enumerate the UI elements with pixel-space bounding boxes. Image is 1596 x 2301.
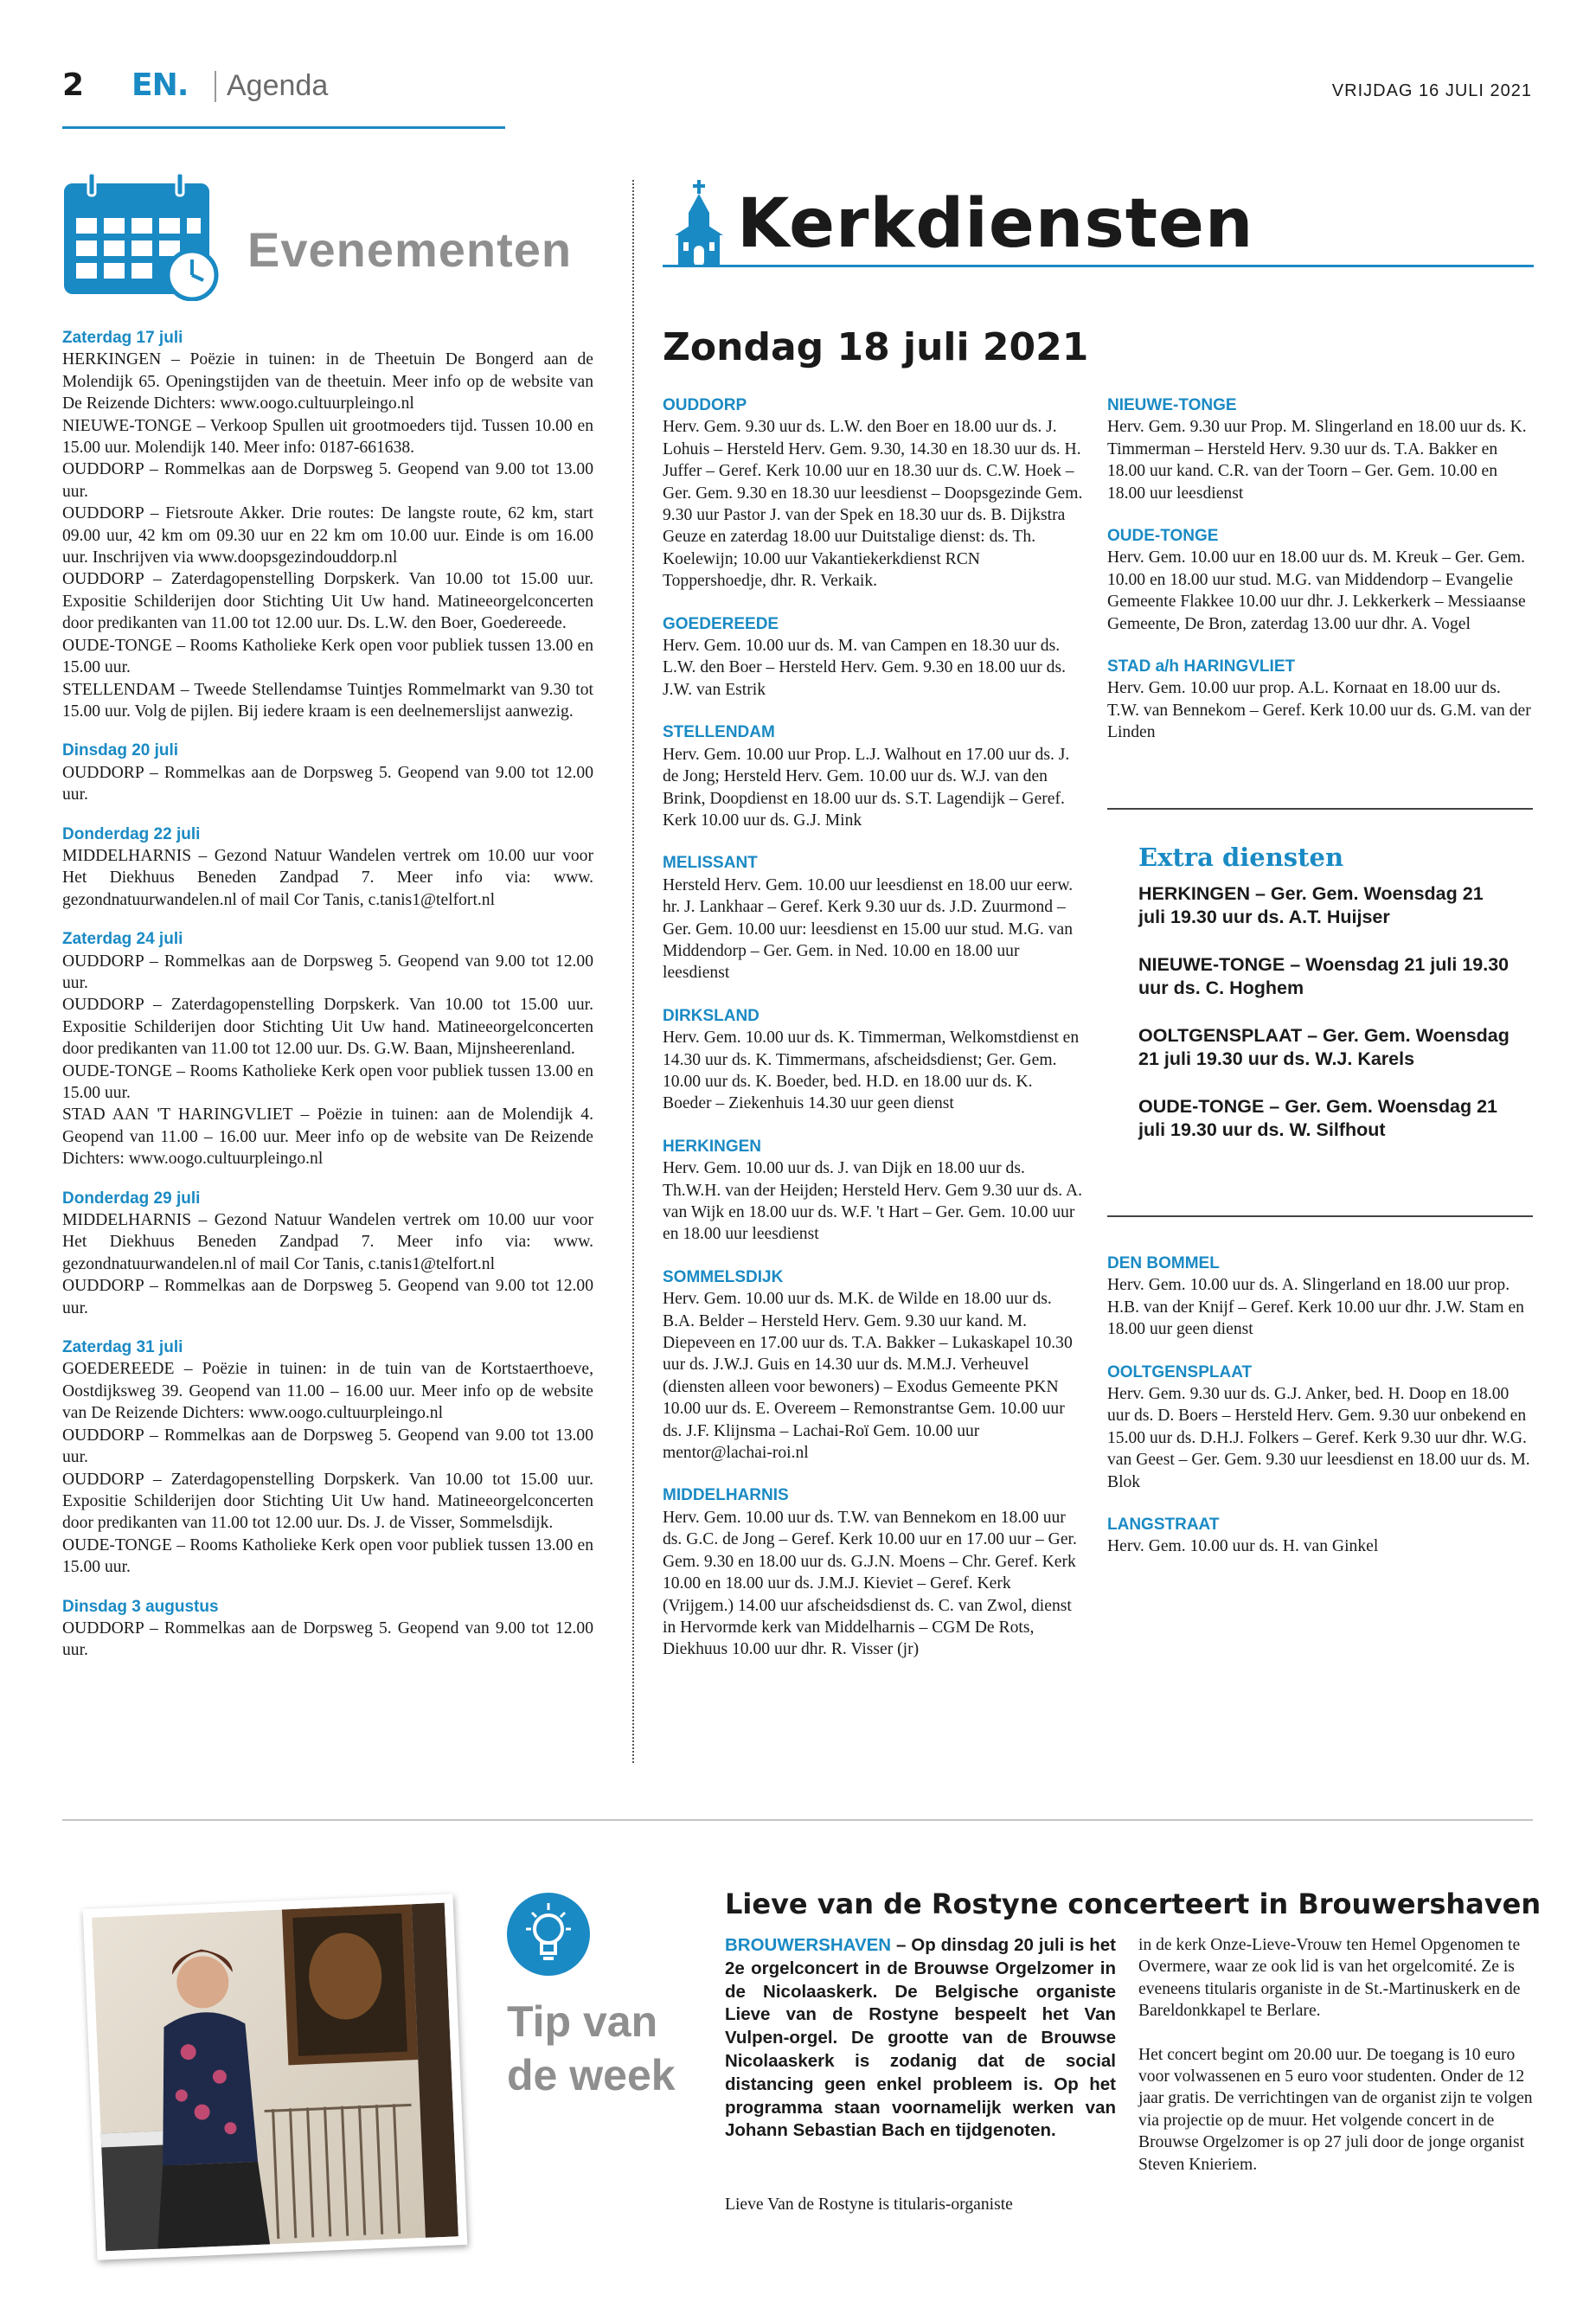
service-place-heading: STAD a/h HARINGVLIET [1107, 657, 1296, 676]
service-place-heading: SOMMELSDIJK [663, 1267, 784, 1286]
event-day-heading: Zaterdag 31 juli [62, 1338, 183, 1357]
event-day-heading: Donderdag 29 juli [62, 1189, 201, 1208]
service-place-heading: DEN BOMMEL [1107, 1254, 1220, 1272]
event-item: MIDDELHARNIS – Gezond Natuur Wandelen vertrek om 10.00 uur voor Het Diekhuus Beneden Zandpad 7. Meer info via: www. gezondnatuurwandelen.nl of mail Cor Tanis, c.tanis1@telfort.nl [62, 1211, 593, 1273]
event-item: OUDDORP – Rommelkas aan de Dorpsweg 5. Geopend van 9.00 tot 12.00 uur. [62, 952, 593, 992]
church-icon [671, 178, 727, 268]
event-day-heading: Zaterdag 17 juli [62, 329, 183, 347]
event-item: OUDE-TONGE – Rooms Katholieke Kerk open voor publiek tussen 13.00 en 15.00 uur. [62, 636, 593, 677]
event-day-heading: Donderdag 22 juli [62, 824, 201, 843]
service-place-heading: STELLENDAM [663, 723, 775, 742]
service-details: Herv. Gem. 9.30 uur ds. G.J. Anker, bed. H. Doop en 18.00 uur ds. D. Boers – Hersteld Herv. Gem. 9.30 uur onbekend en 15.00 uur ds. D.H.J. Folkers – Geref. Kerk 9.30 uur dhr. W.G. van Geest – Ger. Gem. 9.30 uur leesdienst en 18.00 uur ds. M. Blok [1107, 1385, 1530, 1491]
header-rule [62, 126, 505, 129]
article-lead-text: – Op dinsdag 20 juli is het 2e orgelconcert in de Brouwse Orgelzomer in de Nicolaaskerk. De Belgische organiste Lieve van de Rostyne bespeelt het Van Vulpen-orgel. De grootte van de Brouwse Nicolaaskerk is zodanig dat de social distancing geen enkel probleem is. Op het programma staan voornamelijk werken van Johann Sebastian Bach en tijdgenoten. [725, 1935, 1116, 2141]
event-item: OUDE-TONGE – Rooms Katholieke Kerk open voor publiek tussen 13.00 en 15.00 uur. [62, 1061, 593, 1102]
event-item: MIDDELHARNIS – Gezond Natuur Wandelen vertrek om 10.00 uur voor Het Diekhuus Beneden Zandpad 7. Meer info via: www. gezondnatuurwandelen.nl of mail Cor Tanis, c.tanis1@telfort.nl [62, 846, 593, 909]
service-place-heading: LANGSTRAAT [1107, 1516, 1220, 1535]
extra-services-bottom-rule [1107, 1215, 1533, 1217]
service-place-heading: GOEDEREEDE [663, 614, 779, 633]
event-item: OUDDORP – Rommelkas aan de Dorpsweg 5. Geopend van 9.00 tot 12.00 uur. [62, 1277, 593, 1317]
extra-services-top-rule [1107, 808, 1533, 810]
event-item: GOEDEREEDE – Poëzie in tuinen: in de tuin van de Kortstaerthoeve, Oostdijksweg 39. Geopend van 11.00 – 16.00 uur. Meer info op de website van De Reizende Dichters: www.oogo.cultuurpleingo.nl [62, 1360, 593, 1423]
service-place-heading: OOLTGENSPLAAT [1107, 1362, 1253, 1381]
event-item: OUDDORP – Rommelkas aan de Dorpsweg 5. Geopend van 9.00 tot 13.00 uur. [62, 460, 593, 501]
service-place-heading: MELISSANT [663, 854, 758, 873]
service-date-heading: Zondag 18 juli 2021 [663, 325, 1089, 369]
event-item: OUDE-TONGE – Rooms Katholieke Kerk open voor publiek tussen 13.00 en 15.00 uur. [62, 1535, 593, 1577]
tip-title: Tip van de week [507, 1997, 676, 2099]
service-details: Herv. Gem. 10.00 uur ds. M. van Campen en 18.30 uur ds. L.W. den Boer – Hersteld Herv. Gem. 9.30 en 18.00 uur ds. J.W. van Estrik [663, 637, 1066, 699]
article-lead [725, 1934, 1116, 2143]
article-paragraph: in de kerk Onze-Lieve-Vrouw ten Hemel Opgenomen te Overmere, waar ze ook lid is van het orgelcomité. Ze is eveneens titularis organiste in de St.-Martinuskerk en de Bareldonkkapel te Berlare. [1138, 1936, 1521, 2021]
article-body-continued [1138, 1934, 1533, 2176]
service-details: Hersteld Herv. Gem. 10.00 uur leesdienst en 18.00 uur eerw. hr. J. Lankhaar – Geref. Kerk 9.30 uur ds. J.D. Zuurmond – Ger. Gem. 10.00 uur: leesdienst en 15.00 uur stud. M.G. van Middendorp – Ger. Gem. in Ned. 10.00 en 18.00 uur leesdienst [663, 875, 1074, 983]
service-details: Herv. Gem. 10.00 uur Prop. L.J. Walhout en 17.00 uur ds. J. de Jong; Hersteld Herv. Gem. 10.00 uur ds. W.J. van den Brink, Doopdienst en 18.00 uur ds. S.T. Lagendijk – Geref. Kerk 10.00 uur ds. G.J. Mink [663, 745, 1070, 830]
article-dateline: BROUWERSHAVEN [725, 1935, 892, 1955]
events-title: Evenementen [247, 222, 573, 277]
service-details: Herv. Gem. 10.00 uur ds. A. Slingerland en 18.00 uur prop. H.B. van der Knijf – Geref. Kerk 10.00 uur dhr. J.W. Stam en 18.00 uur geen dienst [1107, 1276, 1524, 1339]
service-place-heading: OUDDORP [663, 396, 747, 414]
event-day-heading: Zaterdag 24 juli [62, 930, 183, 949]
issue-date: VRIJDAG 16 JULI 2021 [1331, 81, 1532, 100]
column-divider [632, 180, 634, 1763]
service-details: Herv. Gem. 9.30 uur ds. L.W. den Boer en 18.00 uur ds. J. Lohuis – Hersteld Herv. Gem. 9.30, 14.30 en 18.30 uur ds. H. Juffer – Geref. Kerk 10.00 uur en 18.30 uur ds. C.W. Hoek – Ger. Gem. 9.30 en 18.30 uur leesdienst – Doopsgezinde Gem. 9.30 uur Pastor J. van der Spek en 18.30 uur ds. B. Dijkstra Geuze en zaterdag 18.00 uur Duitstalige dienst: ds. Th. Koelewijn; 10.00 uur Vakantiekerkdienst RCN Toppershoedje, dhr. R. Verkaik. [663, 418, 1083, 591]
service-details: Herv. Gem. 10.00 uur ds. T.W. van Bennekom en 18.00 uur ds. G.C. de Jong – Geref. Kerk 10.00 uur en 17.00 uur – Ger. Gem. 9.30 en 18.00 uur ds. G.J.N. Moens – Chr. Geref. Kerk 10.00 en 18.00 uur ds. J.M.J. Kieviet – Geref. Kerk (Vrijgem.) 14.00 uur afscheidsdienst ds. C. van Zwol, dienst in Hervormde kerk van Middelharnis – CGM De Rots, Diekhuus 10.00 uur dhr. R. Visser (jr) [663, 1508, 1077, 1659]
extra-services-title: Extra diensten [1138, 843, 1344, 872]
event-item: OUDDORP – Rommelkas aan de Dorpsweg 5. Geopend van 9.00 tot 12.00 uur. [62, 763, 593, 804]
event-item: OUDDORP – Zaterdagopenstelling Dorpskerk. Van 10.00 tot 15.00 uur. Expositie Schilderijen door Stichting Uit Uw hand. Matineeorgelconcerten door predikanten van 11.00 tot 12.00 uur. Ds. L.W. den Boer, Goedereede. [62, 570, 593, 633]
service-place-heading: NIEUWE-TONGE [1107, 396, 1237, 414]
newspaper-logo: EN. [131, 67, 189, 103]
event-item: STAD AAN 'T HARINGVLIET – Poëzie in tuinen: aan de Molendijk 4. Geopend van 11.00 – 16.00 uur. Meer info op de website van De Reizende Dichters: www.oogo.cultuurpleingo.nl [62, 1106, 593, 1169]
service-details: Herv. Gem. 10.00 uur prop. A.L. Kornaat en 18.00 uur ds. T.W. van Bennekom – Geref. Kerk 10.00 uur ds. G.M. van der Linden [1107, 679, 1531, 742]
event-item: OUDDORP – Fietsroute Akker. Drie routes: De langste route, 62 km, start 09.00 uur, 42 km om 09.30 uur en 22 km om 10.00 uur. Einde is om 16.00 uur. Inschrijven via www.doopsgezindouddorp.nl [62, 504, 593, 567]
event-item: NIEUWE-TONGE – Verkoop Spullen uit grootmoeders tijd. Tussen 10.00 en 15.00 uur. Molendijk 140. Meer info: 0187-661638. [62, 416, 593, 458]
event-item: OUDDORP – Zaterdagopenstelling Dorpskerk. Van 10.00 tot 15.00 uur. Expositie Schilderijen door Stichting Uit Uw hand. Matineeorgelconcerten door predikanten van 11.00 tot 12.00 uur. Ds. J. de Visser, Sommelsdijk. [62, 1470, 593, 1533]
event-item: OUDDORP – Rommelkas aan de Dorpsweg 5. Geopend van 9.00 tot 13.00 uur. [62, 1426, 593, 1467]
service-details: Herv. Gem. 10.00 uur ds. H. van Ginkel [1107, 1537, 1379, 1556]
calendar-clock-icon [62, 171, 220, 301]
event-item: HERKINGEN – Poëzie in tuinen: in de Theetuin De Bongerd aan de Molendijk 65. Openingstijden van de theetuin. Meer info op de website van De Reizende Dichters: www.oogo.cultuurpleingo.nl [62, 350, 593, 413]
article-paragraph: Het concert begint om 20.00 uur. De toegang is 10 euro voor volwassenen en 5 euro voor studenten. Onder de 12 jaar gratis. De verrichtingen van de organist zijn te volgen via projectie op de muur. Het volgende concert in de Brouwse Orgelzomer is op 27 juli door de jonge organist Steven Knieriem. [1138, 2045, 1533, 2174]
lightbulb-icon [507, 1893, 590, 1976]
event-item: STELLENDAM – Tweede Stellendamse Tuintjes Rommelmarkt van 9.30 tot 15.00 uur. Volg de pijlen. Bij iedere kraam is een deelnemerslijst aanwezig. [62, 680, 593, 721]
extra-service-item: HERKINGEN – Ger. Gem. Woensdag 21 juli 19.30 uur ds. A.T. Huijser [1138, 882, 1484, 927]
church-services-title: Kerkdiensten [737, 185, 1254, 263]
organist-photo [83, 1894, 468, 2260]
services-column-middle [663, 394, 1083, 1661]
service-place-heading: HERKINGEN [663, 1137, 762, 1156]
page-number: 2 [62, 67, 85, 103]
bottom-section-rule [62, 1819, 1533, 1821]
service-place-heading: DIRKSLAND [663, 1006, 760, 1025]
section-title: Agenda [227, 69, 329, 102]
events-list [62, 327, 593, 1662]
service-details: Herv. Gem. 10.00 uur ds. K. Timmerman, Welkomstdienst en 14.30 uur ds. K. Timmermans, afscheidsdienst; Ger. Gem. 10.00 uur ds. K. Boeder, bed. H.D. en 18.00 uur ds. K. Boeder – Ziekenhuis 14.30 uur geen dienst [663, 1029, 1080, 1113]
event-item: OUDDORP – Rommelkas aan de Dorpsweg 5. Geopend van 9.00 tot 12.00 uur. [62, 1618, 593, 1660]
header-separator [215, 71, 216, 102]
services-column-right [1107, 394, 1533, 744]
service-details: Herv. Gem. 9.30 uur Prop. M. Slingerland en 18.00 uur ds. K. Timmerman – Hersteld Herv. 9.30 uur ds. T.A. Bakker en 18.00 uur kand. C.R. van der Toorn – Ger. Gem. 10.00 en 18.00 uur leesdienst [1107, 418, 1527, 503]
event-day-heading: Dinsdag 3 augustus [62, 1597, 219, 1616]
extra-service-item: NIEUWE-TONGE – Woensdag 21 juli 19.30 uur ds. C. Hoghem [1138, 953, 1509, 998]
church-title-rule [663, 265, 1534, 267]
service-details: Herv. Gem. 10.00 uur ds. J. van Dijk en 18.00 uur ds. Th.W.H. van der Heijden; Hersteld Herv. Gem 9.30 uur ds. A. van Wijk en 18.00 uur ds. W.F. 't Hart – Ger. Gem. 10.00 uur en 18.00 uur leesdienst [663, 1159, 1083, 1244]
services-column-right-lower [1107, 1253, 1533, 1558]
article-title: Lieve van de Rostyne concerteert in Brouwershaven [725, 1888, 1542, 1920]
extra-service-item: OUDE-TONGE – Ger. Gem. Woensdag 21 juli 19.30 uur ds. W. Silfhout [1138, 1095, 1497, 1140]
event-item: OUDDORP – Zaterdagopenstelling Dorpskerk. Van 10.00 tot 15.00 uur. Expositie Schilderijen door Stichting Uit Uw hand. Matineeorgelconcerten door predikanten van 11.00 tot 12.00 uur. Ds. G.W. Baan, Mijnsheerenland. [62, 996, 593, 1059]
article-body-start: Lieve Van de Rostyne is titularis-organiste [725, 2195, 1013, 2214]
service-place-heading: MIDDELHARNIS [663, 1486, 789, 1505]
service-details: Herv. Gem. 10.00 uur ds. M.K. de Wilde en 18.00 uur ds. B.A. Belder – Hersteld Herv. Gem. 9.30 uur kand. M. Diepeveen en 17.00 uur ds. T.A. Bakker – Lukaskapel 10.30 uur ds. J.W.J. Guis en 14.30 uur ds. M.M.J. Verheuvel (diensten alleen voor bewoners) – Exodus Gemeente PKN 10.00 uur ds. E. Overeem – Remonstrantse Gem. 10.00 uur ds. J.F. Klijnsma – Lachai-Roï Gem. 10.00 uur mentor@lachai-roi.nl [663, 1290, 1073, 1463]
extra-service-item: OOLTGENSPLAAT – Ger. Gem. Woensdag 21 juli 19.30 uur ds. W.J. Karels [1138, 1024, 1509, 1069]
extra-services-box [1138, 843, 1510, 1166]
service-details: Herv. Gem. 10.00 uur en 18.00 uur ds. M. Kreuk – Ger. Gem. 10.00 en 18.00 uur stud. M.G. van Middendorp – Evangelie Gemeente Flakkee 10.00 uur dhr. J. Lekkerkerk – Messiaanse Gemeente, De Bron, zaterdag 13.00 uur dhr. A. Vogel [1107, 548, 1526, 633]
event-day-heading: Dinsdag 20 juli [62, 741, 179, 760]
service-place-heading: OUDE-TONGE [1107, 527, 1219, 546]
